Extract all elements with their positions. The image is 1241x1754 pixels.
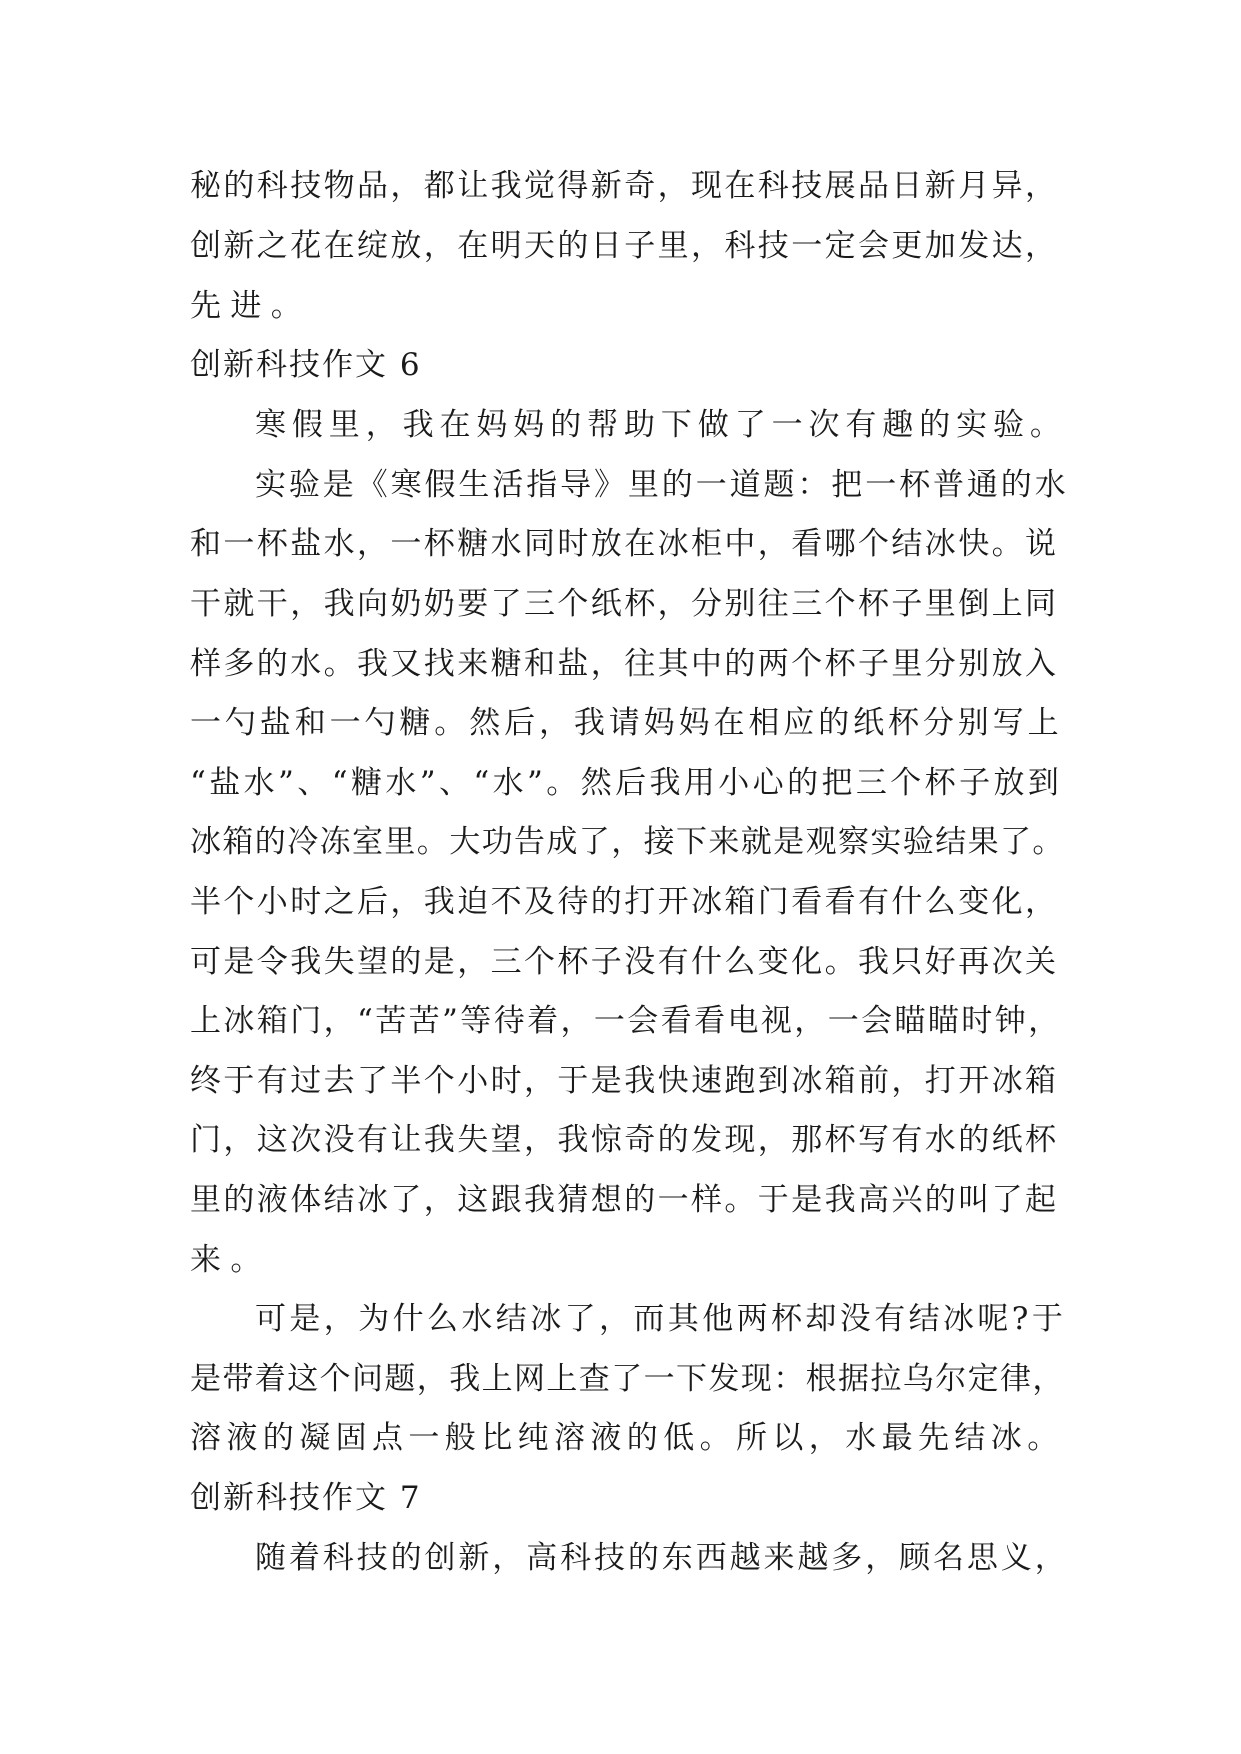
body-line: 干就干，我向奶奶要了三个纸杯，分别往三个杯子里倒上同 [190,586,1059,622]
body-line: 随着科技的创新，高科技的东西越来越多，顾名思义， [255,1540,1069,1576]
body-line: 门，这次没有让我失望，我惊奇的发现，那杯写有水的纸杯 [190,1122,1059,1158]
body-line: 冰箱的冷冻室里。大功告成了，接下来就是观察实验结果了。 [190,824,1065,860]
body-line: 可是令我失望的是，三个杯子没有什么变化。我只好再次关 [190,944,1059,980]
body-line: 和一杯盐水，一杯糖水同时放在冰柜中，看哪个结冰快。说 [190,526,1059,562]
section-heading: 创新科技作文 7 [190,1480,422,1516]
body-line: 半个小时之后，我迫不及待的打开冰箱门看看有什么变化， [190,884,1059,920]
body-line: 寒假里，我在妈妈的帮助下做了一次有趣的实验。 [255,407,1067,443]
body-line: 实验是《寒假生活指导》里的一道题：把一杯普通的水 [255,467,1069,503]
body-line: 创新之花在绽放，在明天的日子里，科技一定会更加发达， [190,228,1059,264]
body-line: 一勺盐和一勺糖。然后，我请妈妈在相应的纸杯分别写上 [190,705,1063,741]
body-line: 终于有过去了半个小时，于是我快速跑到冰箱前，打开冰箱 [190,1063,1059,1099]
body-line: 先进。 [190,288,312,324]
body-line: 是带着这个问题，我上网上查了一下发现：根据拉乌尔定律， [190,1361,1065,1397]
body-line: 里的液体结冰了，这跟我猜想的一样。于是我高兴的叫了起 [190,1182,1059,1218]
body-line: “盐水”、“糖水”、“水”。然后我用小心的把三个杯子放到 [190,765,1063,801]
body-line: 样多的水。我又找来糖和盐，往其中的两个杯子里分别放入 [190,646,1059,682]
body-line: 上冰箱门，“苦苦”等待着，一会看看电视，一会瞄瞄时钟， [190,1003,1062,1039]
section-heading: 创新科技作文 6 [190,347,422,383]
body-line: 来。 [190,1242,271,1278]
body-line: 可是，为什么水结冰了，而其他两杯却没有结冰呢?于 [255,1301,1067,1337]
body-line: 溶液的凝固点一般比纯溶液的低。所以，水最先结冰。 [190,1420,1064,1456]
body-line: 秘的科技物品，都让我觉得新奇，现在科技展品日新月异， [190,168,1059,204]
